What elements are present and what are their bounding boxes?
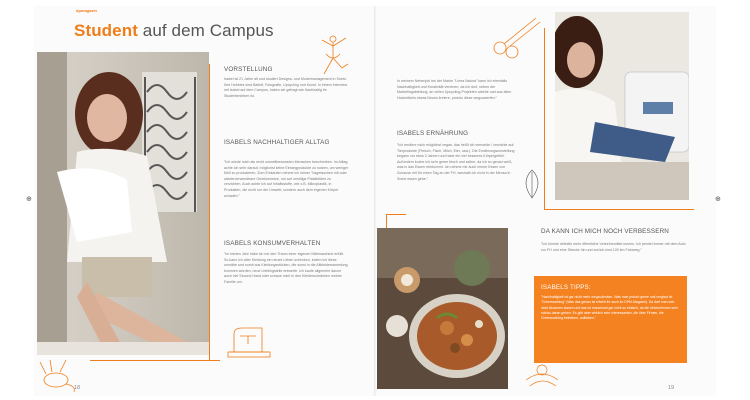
portrait-photo <box>37 52 209 355</box>
food-photo <box>377 228 508 389</box>
tips-text: "Nachhaltigkeit ist gar nicht mehr wegzudenken. Was man jedoch gerne mal vergisst ist "Greenwashing" (Was das genau ist erfahrt ihr auch im DPM-Magazin). Da darf man sich nicht täuschen lassen und das ist manchmal gar nicht so einfach, da die Unternehmen sehr schlau daran gehen. Es gibt aber wirklich sehr interessanten, die über Firmen, die Greenwashing betreiben, aufklären." <box>541 295 679 321</box>
brand-logo: dpmagazin <box>76 8 97 13</box>
page-number-right: 19 <box>668 385 675 391</box>
sewing-illustration <box>555 12 689 200</box>
orange-frame-left <box>209 64 210 360</box>
title-rest: auf dem Campus <box>137 21 274 40</box>
heading-konsum: ISABELS KONSUMVERHALTEN <box>224 240 321 247</box>
heading-alltag: ISABELS NACHHALTIGER ALLTAG <box>224 139 330 146</box>
text-vorstellung: Isabel ist 21 Jahre alt und studiert Designs- und Modelmanagement in Soest. Ihre Hobbies sind Ballett, Fotografie, Upcycling und Kunst. In einem Interview mit Isabel auf dem Campus, haben wir gefragt wie Nachhaltig ihr Studentenleben ist. <box>224 77 348 98</box>
title-accent: Student <box>74 21 138 40</box>
food-illustration <box>377 228 508 389</box>
portrait-illustration <box>37 52 209 355</box>
sewing-photo <box>555 12 689 200</box>
orange-frame-food-top <box>386 214 406 215</box>
left-crosshair-icon: ⊕ <box>26 196 32 203</box>
orange-frame-right <box>544 28 545 209</box>
text-konsum: "Im letzten Jahr habe ich mir den Traum einer eigenen Nähmaschine erfüllt. So kann ich alter Kleidung ein neues Leben schenken, indem ich diese umnähe und somit aus Kleidungsstücken, die sonst in die Altkleidersammlung kommen würden, neue Lieblingsteile entwerfe. Ich kaufe allgemein davon auch viel Second Hand oder schaue mich in den Kleiderschränken meiner Familie um. <box>224 252 348 284</box>
page-number-left: 18 <box>74 385 81 391</box>
text-konsum-continued: In meinem Nebenjob bei der Marke "Linea Natura" kann ich ebenfalls Nachhaltigkeit und Kreativität vereinen, da ich dort, neben der Marketingabteilung, an vielen Upcycling-Projekten arbeite und aus alten Holzmöbeln etwas Neues kreiere, prototo diese wegzuwerfen." <box>397 79 512 100</box>
text-verbessern: "Ich könnte definitiv mehr öffentliche Verkehrsmittel nutzen. Ich pendel immer mit dem Auto zur FH und eine Strecke hin und zurück sind 100 km Fahrweg." <box>541 242 686 252</box>
leaf-sketch-icon <box>520 168 544 200</box>
heading-ernaehrung: ISABELS ERNÄHRUNG <box>397 130 469 137</box>
ballerina-sketch-icon <box>316 34 350 80</box>
text-alltag: "Ich würde mich als recht umweltbewussten Menschen beschreiben. Im Alltag achte ich sehr darauf, möglichst keine Einwegprodukte zu nutzen, um weniger Müll zu produzieren. Zum Einkaufen nehme ich immer Tragetaschen mit oder wiederverwendbare Gemüsenetze, um auf unnötige Plastiktüten zu verzichten. Auch achte ich auf Inhaltsstoffe, wie z.B. Mikroplastik, in Produkten, die nicht nur der Umwelt, sondern auch dem eigenen Körper schaden." <box>224 160 349 198</box>
orange-frame-bottom <box>90 360 220 361</box>
text-ernaehrung: "Ich ernähre mich möglichst vegan, das heißt ich vermeide / verzichte auf Tierprodukte (Fleisch, Fisch, Milch, Eier, usw.). Die Ernährungsumstellung begann vor etwa 3 Jahren und habe ein viel besseres Körpergefühl. Außerdem koche ich sehr gerne frisch und selber, da ich so genau weiß, was in das Essen reinkommt. Ich nehme mir auch immer Essen von Zuhause mit für einen Tag an der FH, weshalb ich nicht in der Mensa in Soest essen gehe." <box>397 143 515 181</box>
page-title <box>74 21 274 41</box>
scissors-sketch-icon <box>490 14 544 58</box>
spine <box>374 6 376 396</box>
heading-verbessern: DA KANN ICH MICH NOCH VERBESSERN <box>541 228 669 235</box>
orange-frame-right-bottom <box>544 209 694 210</box>
heading-vorstellung: VORSTELLUNG <box>224 66 273 73</box>
right-crosshair-icon: ⊕ <box>715 196 721 203</box>
spool-sketch-icon <box>520 350 564 394</box>
sewing-machine-sketch-icon <box>226 322 272 362</box>
tips-heading: ISABELS TIPPS: <box>541 284 591 291</box>
